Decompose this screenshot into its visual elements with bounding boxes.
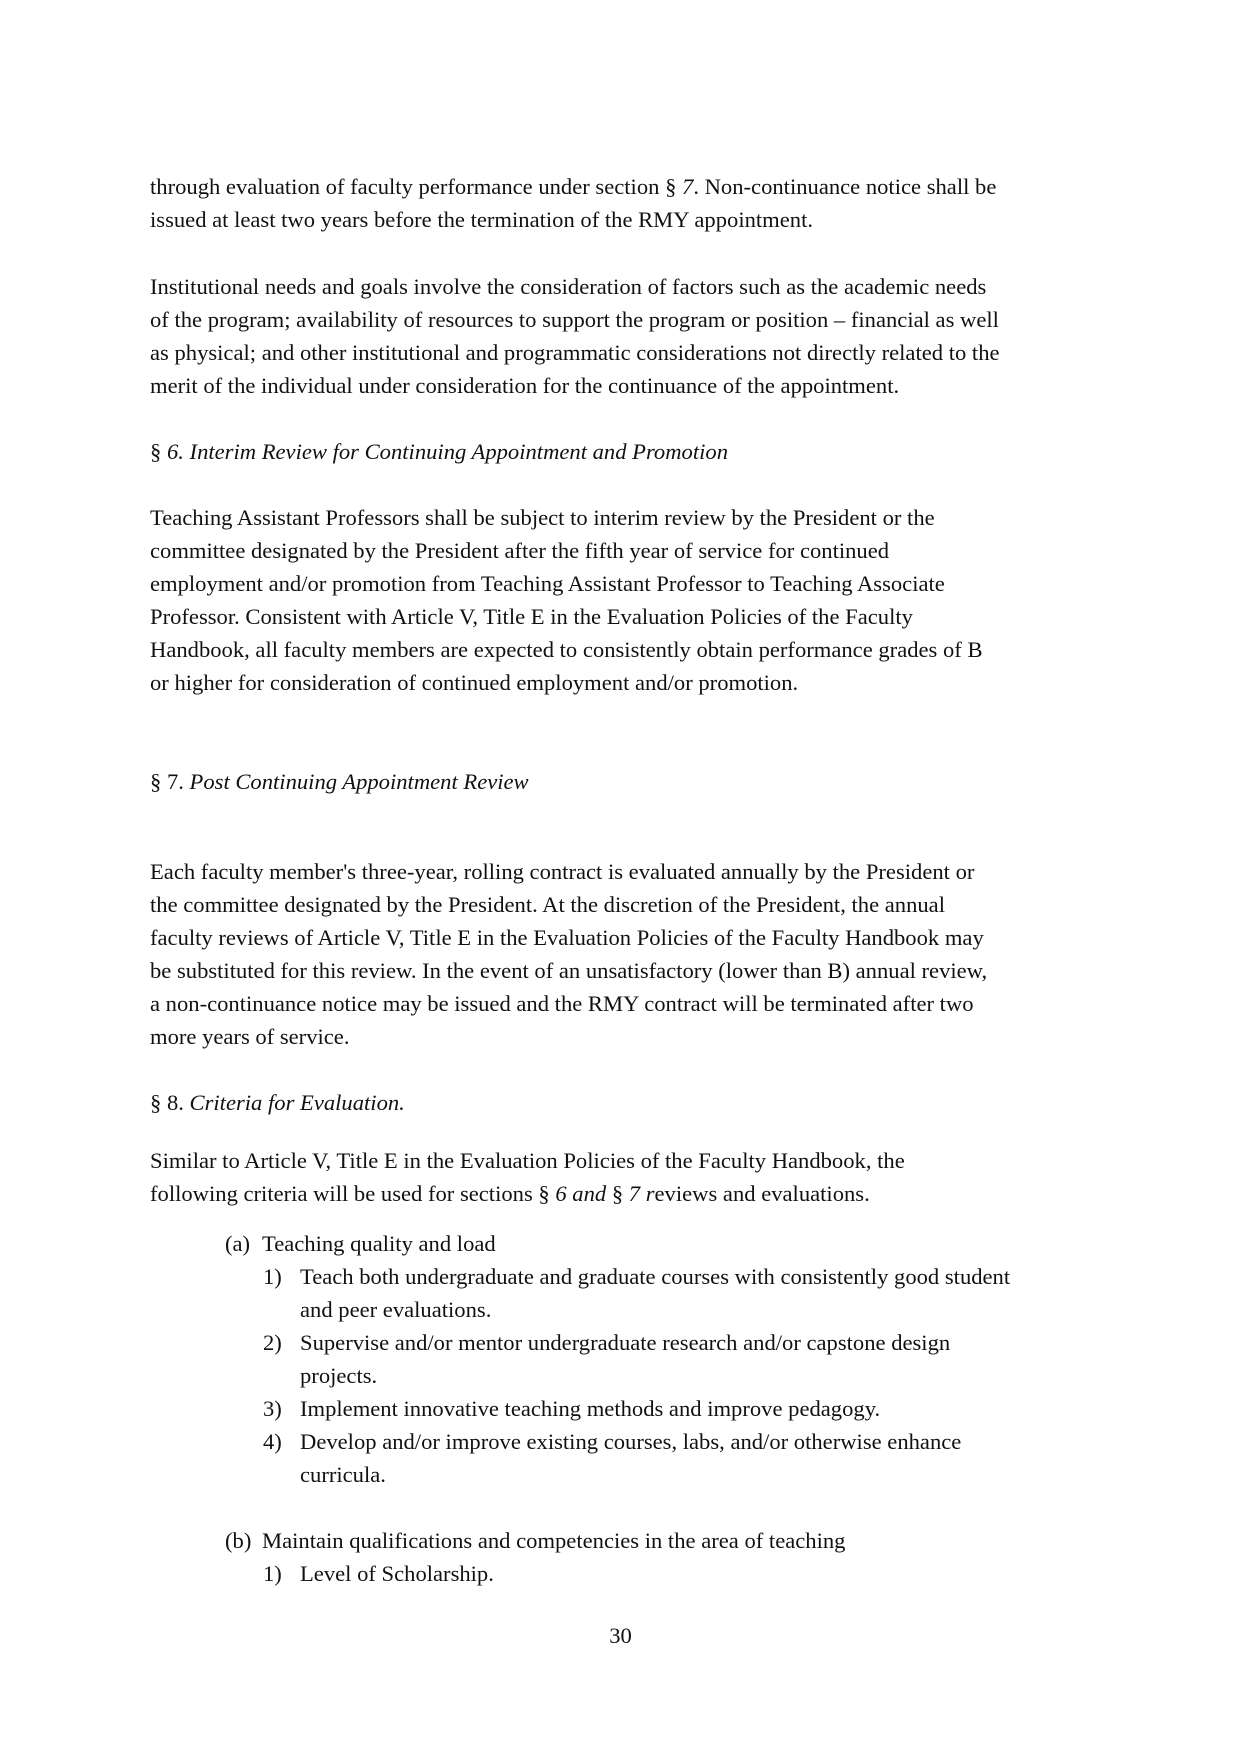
text-line: following criteria will be used for sections § 6 and § 7 reviews and evaluations.: [150, 1181, 870, 1206]
text-line: through evaluation of faculty performance under section § 7. Non-continuance notice shall be: [150, 174, 997, 199]
text-line: Each faculty member's three-year, rolling contract is evaluated annually by the President or: [150, 859, 975, 884]
text-line: Similar to Article V, Title E in the Evaluation Policies of the Faculty Handbook, the: [150, 1148, 905, 1173]
list-marker: 1): [263, 1561, 282, 1586]
text-line: be substituted for this review. In the event of an unsatisfactory (lower than B) annual review,: [150, 958, 988, 983]
section-6-heading: § 6. Interim Review for Continuing Appointment and Promotion: [150, 439, 728, 464]
text-line: more years of service.: [150, 1024, 350, 1049]
text-line: a non-continuance notice may be issued and the RMY contract will be terminated after two: [150, 991, 974, 1016]
text-line: Institutional needs and goals involve the consideration of factors such as the academic needs: [150, 274, 987, 299]
text-line: issued at least two years before the termination of the RMY appointment.: [150, 207, 813, 232]
text-line: as physical; and other institutional and programmatic considerations not directly related to the: [150, 340, 1000, 365]
text-line: of the program; availability of resources to support the program or position – financial as well: [150, 307, 999, 332]
list-marker: 2): [263, 1330, 282, 1355]
text-line: curricula.: [300, 1462, 386, 1487]
text-line: employment and/or promotion from Teaching Assistant Professor to Teaching Associate: [150, 571, 945, 596]
text-line: or higher for consideration of continued employment and/or promotion.: [150, 670, 799, 695]
text-line: committee designated by the President after the fifth year of service for continued: [150, 538, 890, 563]
text-line: Level of Scholarship.: [300, 1561, 494, 1586]
text-line: projects.: [300, 1363, 378, 1388]
list-marker: 3): [263, 1396, 282, 1421]
text-line: Professor. Consistent with Article V, Title E in the Evaluation Policies of the Faculty: [150, 604, 913, 629]
text-line: Implement innovative teaching methods and improve pedagogy.: [300, 1396, 881, 1421]
text-line: Teaching Assistant Professors shall be subject to interim review by the President or the: [150, 505, 935, 530]
page-number: 30: [609, 1623, 632, 1648]
criterion-label: Maintain qualifications and competencies in the area of teaching: [262, 1528, 846, 1553]
criterion-label: Teaching quality and load: [262, 1231, 496, 1256]
text-line: Handbook, all faculty members are expected to consistently obtain performance grades of B: [150, 637, 983, 662]
text-line: Develop and/or improve existing courses, labs, and/or otherwise enhance: [300, 1429, 962, 1454]
list-marker: 1): [263, 1264, 282, 1289]
section-7-heading: § 7. Post Continuing Appointment Review: [150, 769, 529, 794]
section-8-heading: § 8. Criteria for Evaluation.: [150, 1090, 405, 1115]
text-line: faculty reviews of Article V, Title E in the Evaluation Policies of the Faculty Handbook may: [150, 925, 984, 950]
text-line: and peer evaluations.: [300, 1297, 492, 1322]
section-ref: 7: [682, 174, 694, 199]
list-marker: 4): [263, 1429, 282, 1454]
text-line: Supervise and/or mentor undergraduate research and/or capstone design: [300, 1330, 951, 1355]
list-marker: (a): [225, 1231, 251, 1256]
text-line: merit of the individual under consideration for the continuance of the appointment.: [150, 373, 900, 398]
text-line: Teach both undergraduate and graduate courses with consistently good student: [300, 1264, 1011, 1289]
text-line: the committee designated by the President. At the discretion of the President, the annual: [150, 892, 945, 917]
list-marker: (b): [225, 1528, 252, 1553]
